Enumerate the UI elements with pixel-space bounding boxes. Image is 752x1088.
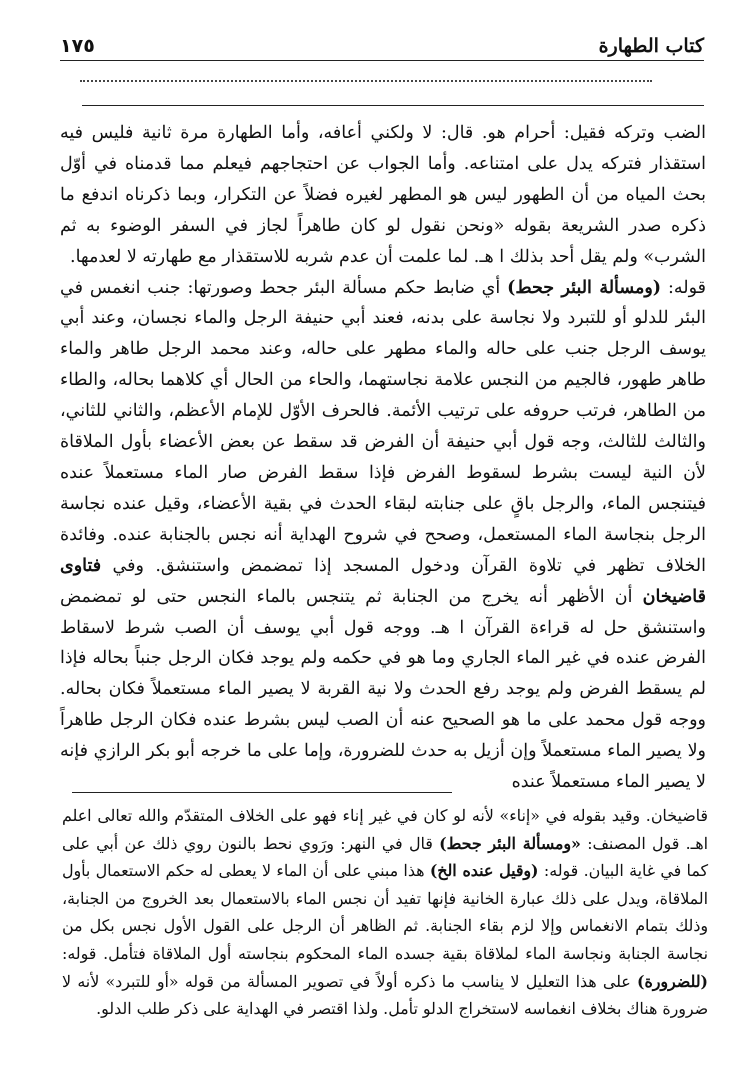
chapter-title: كتاب الطهارة — [598, 35, 704, 57]
fn-heading-2: (وقيل عنده الخ) — [429, 861, 539, 881]
p2-lead: قوله: — [661, 277, 706, 298]
fn-heading-1: «ومسألة البئر جحط) — [439, 833, 581, 853]
page-header — [60, 30, 704, 61]
fn-part-c: هذا مبني على أن الماء لا يعطى له حكم الاستعمال بأول الملاقاة، ويدل على ذلك عبارة الخانية فإنها تفيد أن نجس الماء بالاستعمال بعد الخروج من الجنابة، وذلك بتمام الانغماس وإلا لزم بقاء الجنابة. ثم الظاهر أن الرجل على القول الأول نجس بكل من نجاسة الجنابة ونجاسة الماء لملاقاة بقية جسده الماء المحكوم بنجاسته أول الملاقاة فتأمل. قوله: — [62, 861, 708, 963]
p2-body-a: أي ضابط حكم مسألة البئر جحط وصورتها: جنب انغمس في البئر للدلو أو للتبرد ولا نجاسة على بدنه، فعند أبي حنيفة الرجل والماء نجسان، وعند أبي يوسف الرجل جنب على حاله والماء مطهر على حاله، وعند محمد الرجل طاهر والماء طاهر طهور، فالجيم من النجس علامة نجاستهما، والحاء من الحال أي كلاهما بحاله، والطاء من الطاهر، فرتب حروفه على ترتيب الأئمة. فالحرف الأوّل للإمام الأعظم، والثاني للثاني، والثالث للثالث، وجه قول أبي حنيفة أن الفرض قد سقط عن بعض الأعضاء بأول الملاقاة لأن النية ليست بشرط لسقوط الفرض فإذا سقط الفرض صار الماء مستعملاً عنده فيتنجس الماء، والرجل باقٍ على جنابته لبقاء الحدث في بقية الأعضاء، وقيل عنده نجاسة الرجل بنجاسة الماء المستعمل، وصحح في شروح الهداية أنه نجس بالجنابة عنده. وفائدة الخلاف تظهر في تلاوة القرآن ودخول المسجد إذا تمضمض واستنشق. وفي — [60, 277, 706, 576]
paragraph-1: الضب وتركه فقيل: أحرام هو. قال: لا ولكني أعافه، وأما الطهارة مرة ثانية فليس فيه استقذار فتركه يدل على امتناعه. وأما الجواب عن احتجاجهم فيعلم مما قدمناه في أوّل بحث المياه من أن الطهور ليس هو المطهر لغيره فضلاً عن التكرار، وبما ذكرناه اندفع ما ذكره صدر الشريعة بقوله «ونحن نقول لو كان طاهراً لجاز في السفر الوضوء به ثم الشرب» ولم يقل أحد بذلك ا هـ. لما علمت أن عدم شربه للاستقذار مع طهارته لا لعدمها. — [60, 123, 706, 267]
fn-part-d: على هذا التعليل لا يناسب ما ذكره أولاً في تصوير المسألة من قوله «أو للتبرد» لأنه لا ضرورة هناك بخلاف انغماسه لاستخراج الدلو تأمل. ولذا اقتصر في الهداية على ذكر طلب الدلو. — [62, 971, 708, 1019]
fn-heading-3: (للضرورة) — [637, 971, 708, 991]
fn-part-b: قال في النهر: ورَوي نحط بالنون روي ذلك عن أبي على كما في غاية البيان. قوله: — [62, 833, 708, 881]
header-rule — [82, 105, 704, 106]
footnote-text — [62, 802, 708, 1023]
p2-body-b: أن الأظهر أنه يخرج من الجنابة ثم يتنجس بالماء النجس حتى لو تمضمض واستنشق حل له قراءة القرآن ا هـ. ووجه قول أبي يوسف أن الصب شرط لاسقاط الفرض عنده في غير الماء الجاري وما هو في حكمه ولم يوجد فكان الرجل جنباً بحاله فإذا لم يسقط الفرض ولم يوجد رفع الحدث ولا نية القربة لا يصير الماء مستعملاً فكان بحاله. ووجه قول محمد على ما هو الصحيح عنه أن الصب ليس بشرط عنده فكان الرجل طاهراً ولا يصير الماء مستعملاً وإن أزيل به حدث للضرورة، وإما على ما خرجه أبو بكر الرازي فإنه لا يصير الماء مستعملاً عنده — [60, 586, 706, 793]
footnote-rule — [72, 792, 452, 793]
page-number: ١٧٥ — [60, 35, 95, 57]
paragraph-2 — [60, 273, 706, 798]
dotted-separator — [80, 70, 652, 82]
p2-cited-work: فتاوى قاضيخان — [60, 555, 706, 607]
footnote-paragraph — [62, 802, 708, 1023]
fn-part-a: قاضيخان. وقيد بقوله في «إناء» لأنه لو كان في غير إناء فهو على الخلاف المتقدّم والله تعالى اعلم اهـ. قول المصنف: — [62, 806, 708, 853]
main-text — [60, 118, 706, 798]
p2-heading: (ومسألة البئر جحط) — [507, 277, 662, 298]
